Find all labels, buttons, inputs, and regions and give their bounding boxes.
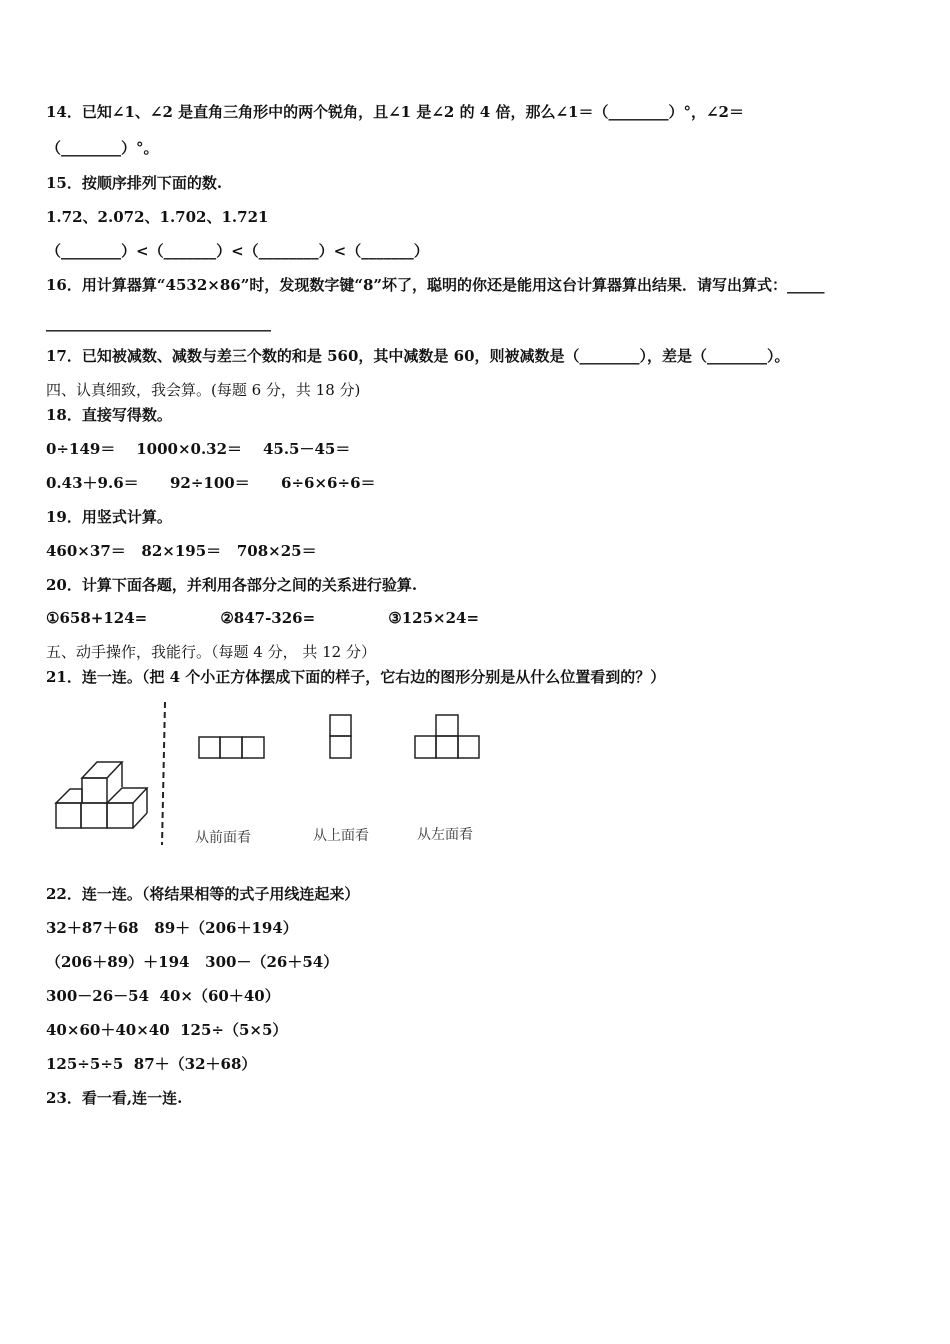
top-view-shape	[330, 715, 351, 758]
caption-left: 从左面看	[417, 827, 473, 843]
caption-front: 从前面看	[195, 830, 251, 846]
left-view-shape	[415, 715, 479, 758]
q22-title: 22．连一连。（将结果相等的式子用线连起来）	[46, 885, 360, 903]
q19-row: 460×37＝ 82×195＝ 708×25＝	[46, 542, 317, 560]
cube-stack	[56, 762, 147, 828]
q20-title: 20．计算下面各题，并利用各部分之间的关系进行验算.	[46, 576, 418, 594]
q22-row: 300－26－54 40×（60＋40）	[46, 987, 280, 1005]
divider-dashed	[162, 702, 165, 845]
q18-title: 18．直接写得数。	[46, 406, 172, 424]
q16-line2: ______________________________	[46, 314, 271, 332]
q15-numbers: 1.72、2.072、1.702、1.721	[46, 208, 269, 226]
q22-row: 32＋87＋68 89＋（206＋194）	[46, 919, 298, 937]
q15-title: 15．按顺序排列下面的数.	[46, 174, 223, 192]
section-4-title: 四、认真细致，我会算。(每题 6 分，共 18 分)	[46, 381, 361, 399]
front-view-shape	[199, 737, 264, 758]
cube-views-figure	[40, 700, 510, 860]
q18-row1: 0÷149＝ 1000×0.32＝ 45.5－45＝	[46, 440, 351, 458]
q22-row: 125÷5÷5 87＋（32＋68）	[46, 1055, 257, 1073]
q21-title: 21．连一连。（把 4 个小正方体摆成下面的样子，它右边的图形分别是从什么位置看到的？）	[46, 668, 666, 686]
caption-top: 从上面看	[313, 828, 369, 844]
q14-line2: （________）°。	[46, 139, 159, 157]
section-5-title: 五、动手操作，我能行。（每题 4 分， 共 12 分）	[46, 643, 376, 661]
q23-title: 23．看一看,连一连.	[46, 1089, 183, 1107]
q20-row: ①658+124= ②847-326= ③125×24=	[46, 609, 480, 627]
q18-row2: 0.43＋9.6＝ 92÷100＝ 6÷6×6÷6＝	[46, 474, 376, 492]
q16-line1: 16．用计算器算“4532×86”时，发现数字键“8”坏了，聪明的你还是能用这台计算器算出结果．请写出算式：_____	[46, 276, 825, 294]
question-17: 17．已知被减数、减数与差三个数的和是 560，其中减数是 60，则被减数是（________），差是（________）。	[46, 347, 790, 365]
q15-order: （________）<（_______）<（________）<（_______）	[46, 242, 429, 260]
q14-line1: 14．已知∠1、∠2 是直角三角形中的两个锐角，且∠1 是∠2 的 4 倍，那么∠1＝（________）°，∠2＝	[46, 103, 744, 121]
q22-row: 40×60＋40×40 125÷（5×5）	[46, 1021, 288, 1039]
q19-title: 19．用竖式计算。	[46, 508, 172, 526]
q22-row: （206＋89）＋194 300－（26＋54）	[46, 953, 339, 971]
